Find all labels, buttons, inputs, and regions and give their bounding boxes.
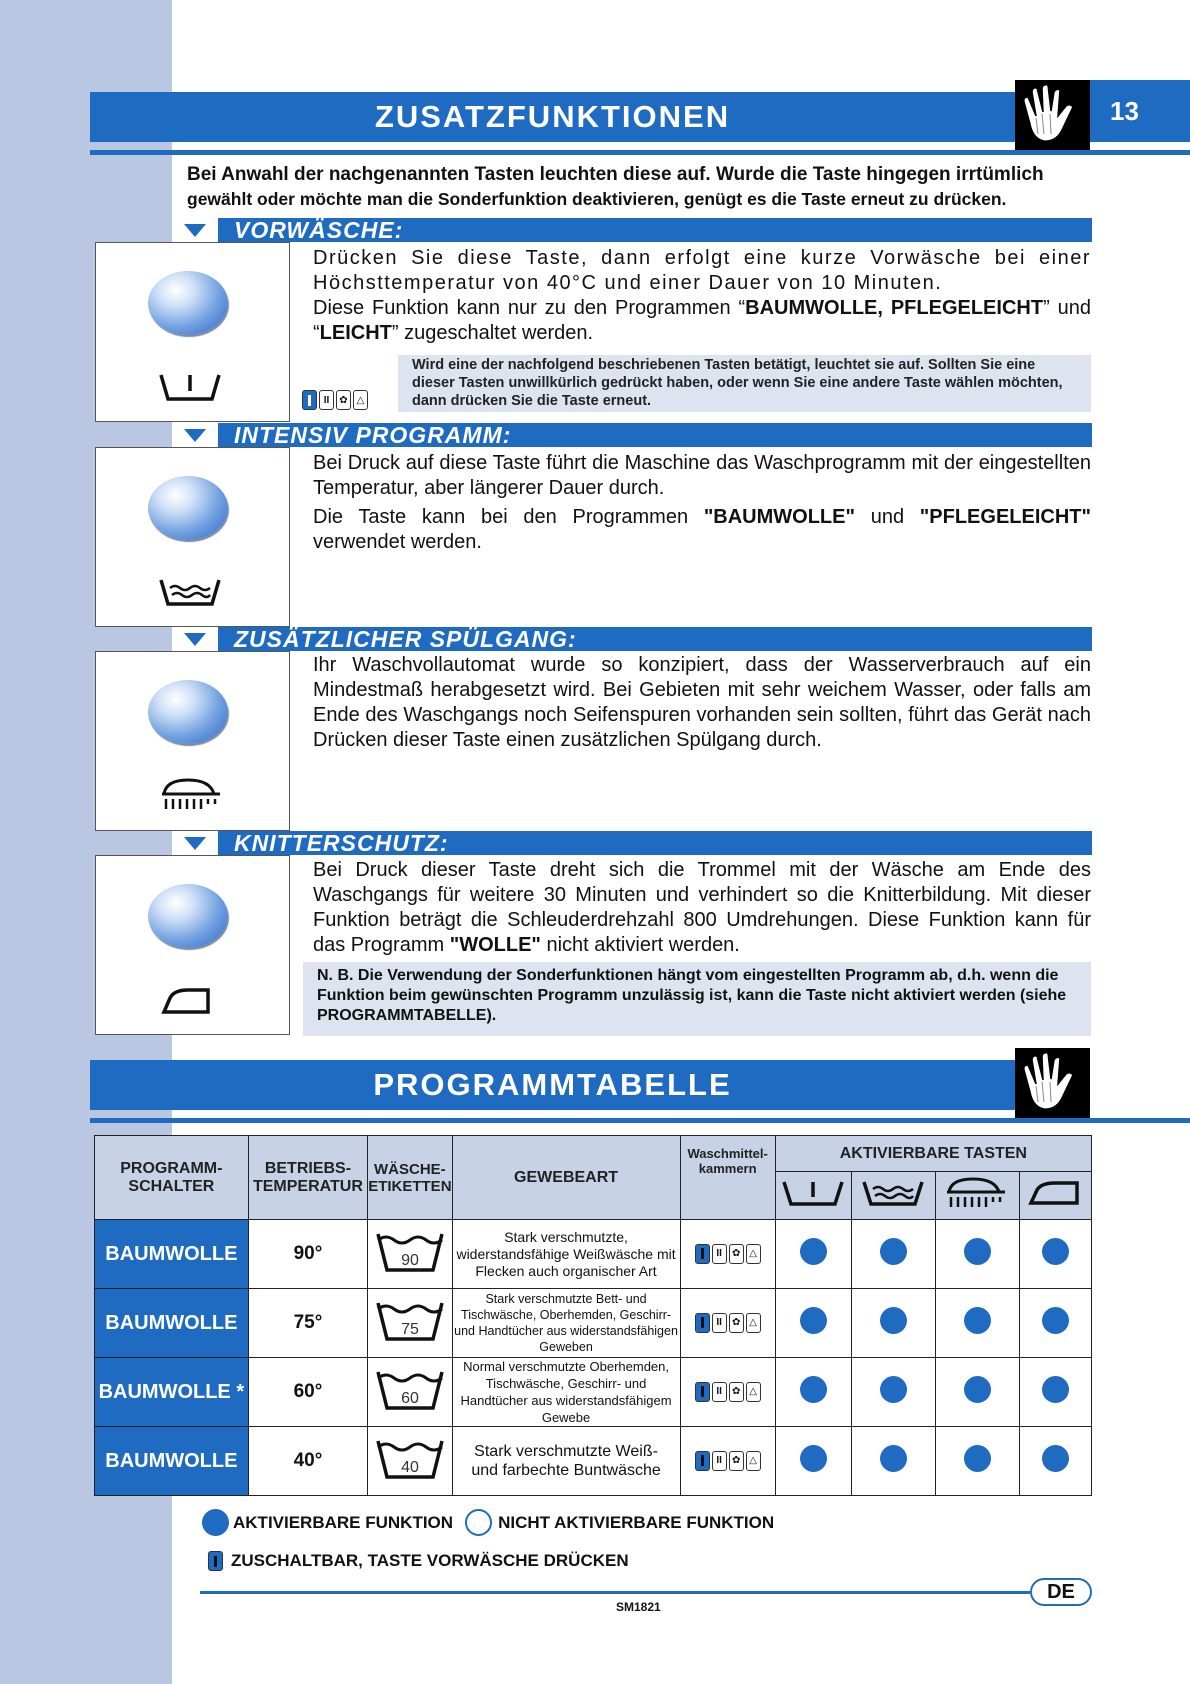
legend-active-dot-icon [202,1509,229,1536]
header-temperature: BETRIEBS-TEMPERATUR [248,1136,367,1220]
intensive-wash-icon [158,576,222,608]
footer-lang-badge [1030,1578,1092,1606]
anti-crease-button[interactable] [148,884,228,948]
legend-row-prewash [208,1551,629,1571]
extra-rinse-description: Ihr Waschvollautomat wurde so konzipiert, dass der Wasserverbrauch auf ein Mindestmaß herabgesetzt wird. Bei Gebieten mit sehr weichem Wasser, oder falls am Ende des Waschgangs noch Seifenspuren vorhanden sein sollten, führt das Gerät nach Drücken dieser Taste einen zusätzlichen Spülgang durch. [313,654,1091,751]
header-iron-icon [1019,1172,1091,1220]
page-number: 13 [1110,95,1139,126]
fabric-type: Stark verschmutzte Weiß- und farbechte Buntwäsche [452,1427,680,1496]
footer-code: SM1821 [616,1600,661,1614]
compartment-ii-icon: II [712,1244,727,1264]
active-dot [935,1427,1019,1496]
active-dot [1019,1220,1091,1289]
compartment-ii-icon: II [712,1313,727,1333]
section-text-intensiv [313,451,1091,555]
nb-note: N. B. Die Verwendung der Sonderfunktionen hängt vom eingestellten Programm ab, d.h. wenn die Funktion beim gewünschten Programm unzulässig ist, kann die Taste nicht aktiviert werden (siehe PROGRAMMTABELLE). [303,962,1091,1036]
page-number-box [1090,80,1190,142]
active-dot [852,1358,936,1427]
section-text-spuelgang [313,653,1091,753]
active-dot [1019,1427,1091,1496]
active-dot [935,1358,1019,1427]
compartment-bleach-icon: △ [746,1451,761,1471]
info-note: Wird eine der nachfolgend beschriebenen Tasten betätigt, leuchtet sie auf. Sollten Sie eine dieser Tasten unwillkürlich gedrückt haben, oder wenn Sie eine andere Taste wählen möchten, dann drücken Sie die Taste erneut. [398,355,1091,412]
header-compartments: Waschmittel-kammern [680,1136,775,1220]
compartment-i-icon [695,1244,710,1264]
program-temperature: 60° [248,1358,367,1427]
active-dot [775,1427,851,1496]
legend-active-label: AKTIVIERBARE FUNKTION [233,1512,454,1532]
fabric-type: Stark verschmutzte, widerstandsfähige Weißwäsche mit Flecken auch organischer Art [452,1220,680,1289]
compartment-bleach-icon: △ [746,1313,761,1333]
compartment-ii-icon: II [319,390,334,410]
table-title-text: PROGRAMMTABELLE [373,1067,732,1102]
table-title-underline [90,1118,1190,1123]
extra-rinse-shower-icon [158,778,226,812]
legend-inactive-label: NICHT AKTIVIERBARE FUNKTION [498,1512,775,1532]
wash-label-tub-icon [368,1427,452,1496]
active-dot [935,1289,1019,1358]
compartment-softener-icon: ✿ [729,1244,744,1264]
header-buttons: AKTIVIERBARE TASTEN [775,1136,1091,1172]
compartment-icons [680,1289,775,1358]
compartment-i-icon [695,1313,710,1333]
header-prewash-icon [775,1172,851,1220]
legend-row-functions [202,1509,774,1536]
wash-label-tub-icon [368,1358,452,1427]
page-title-text: ZUSATZFUNKTIONEN [374,99,731,134]
prewash-description: Drücken Sie diese Taste, dann erfolgt eine kurze Vorwäsche bei einer Höchsttemperatur von 40°C und einer Dauer von 10 Minuten. [313,247,1091,294]
compartment-i-icon [302,390,317,410]
header-fabric: GEWEBEART [452,1136,680,1220]
intro-line-1: Bei Anwahl der nachgenannten Tasten leuchten diese auf. Wurde die Taste hingegen irrtümlich [187,164,1044,185]
table-title [90,1060,1015,1110]
active-dot [775,1220,851,1289]
intensive-wash-icon [861,1179,925,1207]
section-text-knitterschutz [313,858,1091,958]
wash-label-number: 75 [400,1320,419,1338]
legend-compartment-icon [208,1551,223,1571]
compartment-softener-icon: ✿ [729,1313,744,1333]
header-program: PROGRAMM-SCHALTER [95,1136,249,1220]
section-title: ZUSÄTZLICHER SPÜLGANG: [234,625,577,652]
compartment-softener-icon: ✿ [336,390,351,410]
program-name: BAUMWOLLE * [95,1358,249,1427]
header-labels: WÄSCHE-ETIKETTEN [368,1136,452,1220]
extra-rinse-shower-icon [943,1177,1011,1209]
header-intensive-icon [852,1172,936,1220]
compartment-icons [680,1358,775,1427]
wash-label-number: 60 [400,1389,419,1407]
program-name: BAUMWOLLE [95,1289,249,1358]
table-row [95,1427,1092,1496]
button-panel-intensiv [95,447,290,627]
section-title: VORWÄSCHE: [234,216,404,243]
triangle-down-icon [172,423,218,447]
compartment-ii-icon: II [712,1451,727,1471]
legend-inactive-circle-icon [465,1509,492,1536]
active-dot [1019,1289,1091,1358]
button-panel-knitterschutz [95,855,290,1035]
compartment-bleach-icon: △ [746,1382,761,1402]
footer-lang: DE [1047,1580,1075,1603]
section-title: KNITTERSCHUTZ: [234,829,449,856]
compartment-softener-icon: ✿ [729,1451,744,1471]
iron-icon [160,986,216,1016]
program-table [94,1135,1092,1496]
anti-crease-description: Bei Druck dieser Taste dreht sich die Trommel mit der Wäsche am Ende des Waschgangs für weitere 30 Minuten und verhindert so die Knitterbildung. Mit dieser Funktion beträgt die Schleuderdrehzahl 800 Umdrehungen. Diese Funktion kann für das Programm "WOLLE" nicht aktiviert werden. [313,859,1091,956]
section-header-spuelgang [172,627,1092,651]
table-row [95,1358,1092,1427]
prewash-tub-icon [781,1179,845,1207]
wash-label-tub-icon [368,1289,452,1358]
compartment-softener-icon: ✿ [729,1382,744,1402]
active-dot [852,1220,936,1289]
compartment-i-icon [695,1382,710,1402]
legend-prewash-label: ZUSCHALTBAR, TASTE VORWÄSCHE DRÜCKEN [231,1551,629,1570]
active-dot [775,1358,851,1427]
fabric-type: Stark verschmutzte Bett- und Tischwäsche, Oberhemden, Geschirr- und Handtücher aus widerstandsfähigen Geweben [452,1289,680,1358]
compartment-icons [680,1220,775,1289]
title-underline [90,150,1190,155]
intensive-button[interactable] [148,476,228,540]
extra-rinse-button[interactable] [148,680,228,744]
triangle-down-icon [172,627,218,651]
section-header-intensiv [172,423,1092,447]
section-header-knitterschutz [172,831,1092,855]
intensive-restriction: Die Taste kann bei den Programmen "BAUMWOLLE" und "PFLEGELEICHT" verwendet werden. [313,506,1091,553]
prewash-tub-icon [158,371,222,403]
section-header-vorwaesche [172,218,1092,242]
page-title [90,92,1015,142]
triangle-down-icon [172,831,218,855]
table-row [95,1289,1092,1358]
iron-icon [1027,1179,1083,1207]
active-dot [1019,1358,1091,1427]
footer-line [200,1591,1030,1594]
hand-icon [1015,1048,1090,1118]
program-name: BAUMWOLLE [95,1220,249,1289]
compartment-icon-group [302,390,368,411]
active-dot [775,1289,851,1358]
program-temperature: 75° [248,1289,367,1358]
button-panel-vorwaesche [95,242,290,422]
active-dot [852,1289,936,1358]
hand-icon-svg [1020,84,1086,146]
button-panel-spuelgang [95,651,290,831]
intensive-description: Bei Druck auf diese Taste führt die Maschine das Waschprogramm mit der eingestellten Temperatur, aber längerer Dauer durch. [313,452,1091,499]
table-row [95,1220,1092,1289]
active-dot [935,1220,1019,1289]
program-temperature: 90° [248,1220,367,1289]
header-rinse-icon [935,1172,1019,1220]
intro-text [187,162,1092,212]
wash-label-number: 90 [400,1251,419,1269]
hand-icon [1015,80,1090,150]
fabric-type: Normal verschmutzte Oberhemden, Tischwäsche, Geschirr- und Handtücher aus widerstandsfähigem Gewebe [452,1358,680,1427]
compartment-i-icon [695,1451,710,1471]
compartment-bleach-icon: △ [746,1244,761,1264]
compartment-bleach-icon: △ [353,390,368,410]
wash-label-number: 40 [400,1458,419,1476]
program-temperature: 40° [248,1427,367,1496]
intro-line-2: gewählt oder möchte man die Sonderfunktion deaktivieren, genügt es die Taste erneut zu drücken. [187,189,1007,209]
section-text-vorwaesche [313,246,1091,346]
prewash-restriction: Diese Funktion kann nur zu den Programmen “BAUMWOLLE, PFLEGELEICHT” und “LEICHT” zugeschaltet werden. [313,297,1091,344]
prewash-button[interactable] [148,271,228,335]
program-name: BAUMWOLLE [95,1427,249,1496]
section-title: INTENSIV PROGRAMM: [234,421,512,448]
triangle-down-icon [172,218,218,242]
compartment-ii-icon: II [712,1382,727,1402]
wash-label-tub-icon [368,1220,452,1289]
active-dot [852,1427,936,1496]
compartment-icons [680,1427,775,1496]
